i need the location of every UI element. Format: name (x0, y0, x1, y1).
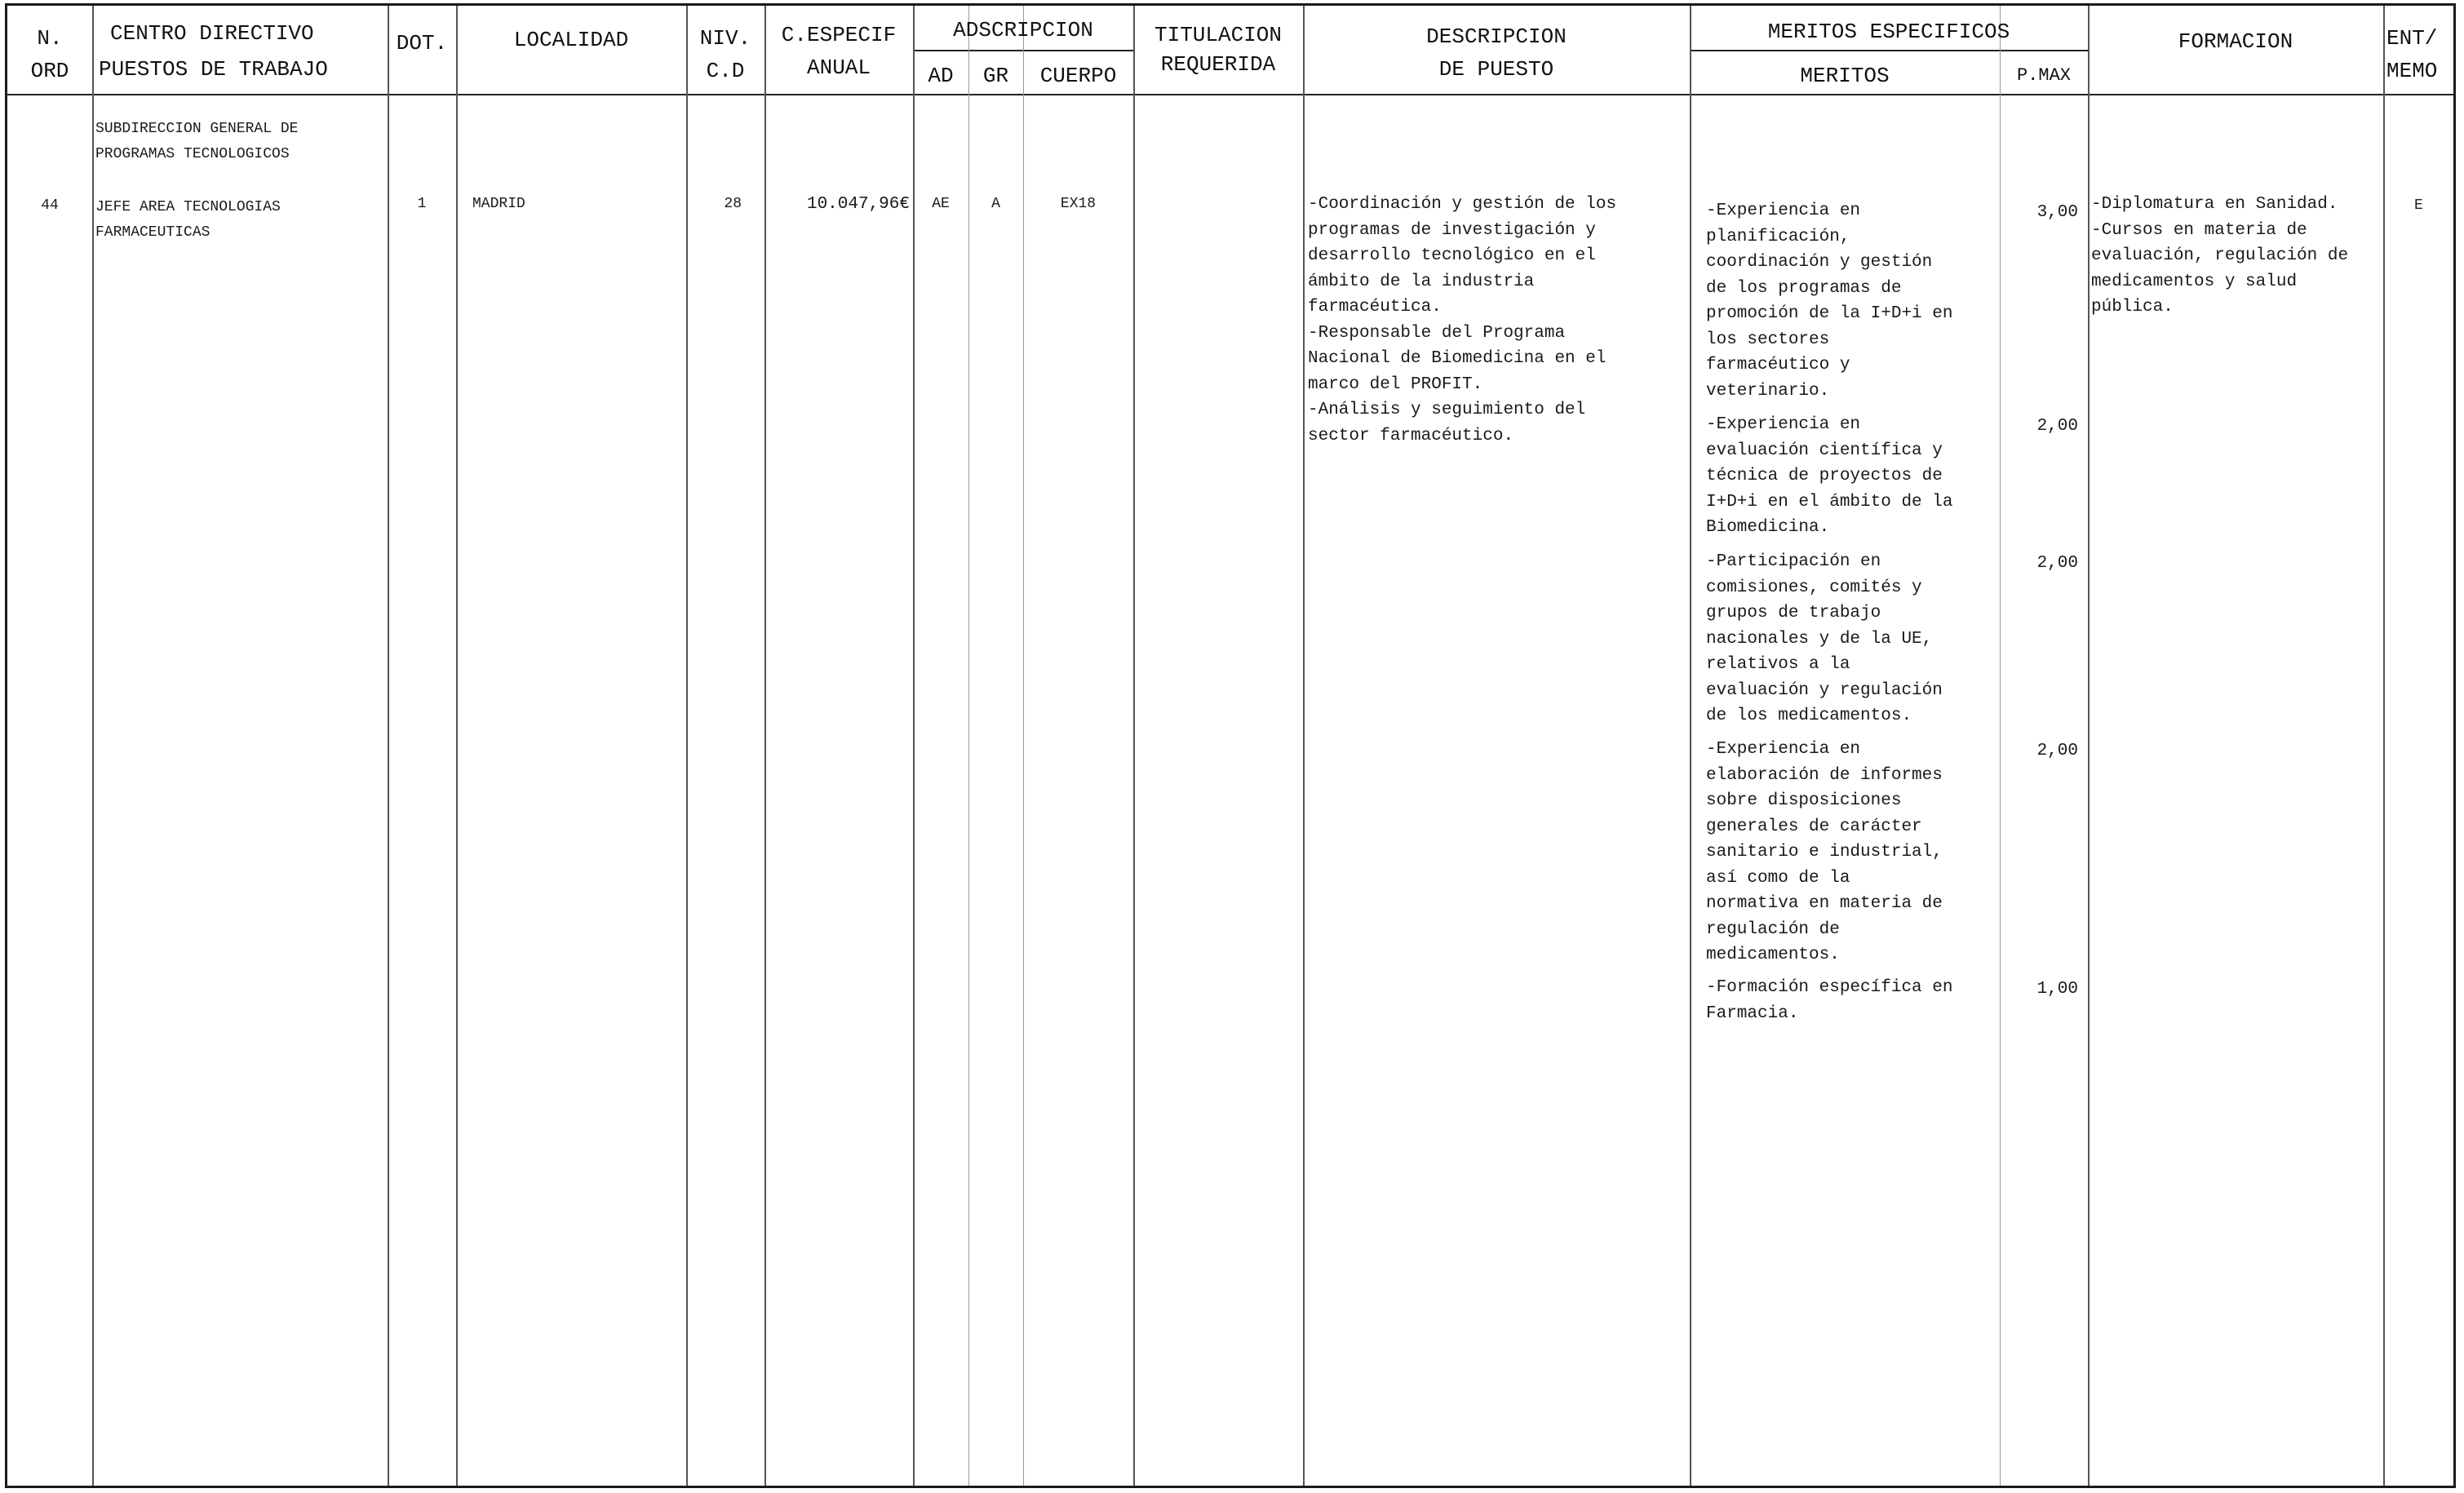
header-n-ord (7, 27, 92, 82)
header-ent-line2: MEMO (2386, 59, 2438, 83)
header-titulacion-line2: REQUERIDA (1160, 52, 1276, 77)
header-pmax: P.MAX (2016, 65, 2071, 86)
merito-2-pmax: 2,00 (2036, 417, 2078, 436)
merito-4-text: -Experiencia en elaboración de informes sobre disposiciones generales de carácter sanitario e industrial, así como de la normativa en materia de regulación de medicamentos. (1706, 740, 1943, 964)
header-centro-directivo (99, 22, 328, 81)
header-ent-memo (2386, 27, 2437, 82)
header-dot: DOT. (396, 31, 448, 55)
header-meritos-especificos: MERITOS ESPECIFICOS (1767, 20, 2010, 44)
header-cuerpo: CUERPO (1039, 64, 1117, 88)
ent-memo-value: E (2414, 197, 2423, 214)
col-sep-cuerpo (1023, 6, 1024, 1486)
merito-1-pmax: 3,00 (2036, 203, 2078, 222)
merito-3-pmax: 2,00 (2036, 554, 2078, 573)
header-bottom-line (7, 94, 2453, 95)
merito-5-pmax: 1,00 (2036, 980, 2078, 999)
header-ent-line1: ENT/ (2386, 26, 2438, 51)
col-sep-cesp (764, 6, 766, 1486)
col-sep-titulacion (1133, 6, 1135, 1486)
dotacion-value: 1 (417, 196, 427, 212)
centro-directivo-name: SUBDIRECCION GENERAL DE PROGRAMAS TECNOLOGICOS (95, 121, 299, 162)
col-sep-descripcion (1303, 6, 1305, 1486)
merito-4-pmax: 2,00 (2036, 742, 2078, 760)
header-descripcion-line1: DESCRIPCION (1426, 24, 1567, 49)
col-sep-adscripcion (913, 6, 915, 1486)
header-c-especif (764, 24, 913, 79)
header-adscripcion: ADSCRIPCION (953, 18, 1093, 42)
meritos-subheader-line (1690, 50, 2088, 51)
complemento-value: 10.047,96€ (806, 195, 910, 214)
header-descripcion (1303, 25, 1690, 81)
header-titulacion-line1: TITULACION (1154, 23, 1283, 47)
merito-1-text: -Experiencia en planificación, coordinación y gestión de los programas de promoción de la I+D+i en los sectores farmacéutico y veterinario. (1706, 202, 1953, 401)
merito-2-text: -Experiencia en evaluación científica y técnica de proyectos de I+D+i en el ámbito de la Biomedicina. (1706, 415, 1953, 537)
header-niv-line1: NIV. (699, 26, 751, 51)
header-centro-line2: PUESTOS DE TRABAJO (99, 57, 328, 82)
col-sep-centro (92, 6, 94, 1486)
col-sep-localidad (456, 6, 458, 1486)
header-localidad: LOCALIDAD (513, 28, 629, 52)
merito-3-text: -Participación en comisiones, comités y grupos de trabajo nacionales y de la UE, relativos a la evaluación y regulación de los medicamentos. (1706, 552, 1943, 725)
header-n-ord-line2: ORD (30, 59, 69, 83)
descripcion-text: -Coordinación y gestión de los programas de investigación y desarrollo tecnológico en el ámbito de la industria farmacéutica. -Responsable del Programa Nacional de Biomedicina en el marco del PROFIT. -Análisis y seguimiento del sector farmacéutico. (1308, 195, 1617, 445)
header-n-ord-line1: N. (37, 26, 63, 51)
header-ad: AD (928, 64, 954, 88)
header-formacion: FORMACION (2178, 29, 2293, 54)
merito-5-text: -Formación específica en Farmacia. (1706, 978, 1953, 1023)
puesto-name: JEFE AREA TECNOLOGIAS FARMACEUTICAS (95, 199, 281, 241)
col-sep-niv (686, 6, 688, 1486)
header-descripcion-line2: DE PUESTO (1438, 57, 1554, 82)
header-titulacion (1133, 24, 1303, 76)
col-sep-ent (2383, 6, 2385, 1486)
header-cesp-line2: ANUAL (806, 55, 871, 80)
header-meritos: MERITOS (1800, 64, 1890, 88)
header-niv-line2: C.D (706, 59, 745, 83)
col-sep-gr (968, 6, 969, 1486)
ad-value: AE (932, 196, 950, 212)
header-niv-cd (686, 27, 764, 82)
nivel-value: 28 (724, 196, 742, 212)
col-sep-dot (388, 6, 389, 1486)
col-sep-formacion (2088, 6, 2090, 1486)
gr-value: A (991, 196, 1000, 212)
cuerpo-value: EX18 (1060, 196, 1097, 212)
job-listing-table (5, 3, 2456, 1488)
localidad-value: MADRID (472, 196, 525, 212)
header-cesp-line1: C.ESPECIF (781, 23, 897, 47)
formacion-text: -Diplomatura en Sanidad. -Cursos en materia de evaluación, regulación de medicamentos y salud pública. (2091, 195, 2349, 317)
col-sep-meritos (1690, 6, 1691, 1486)
header-centro-line1: CENTRO DIRECTIVO (110, 21, 314, 46)
header-gr: GR (982, 64, 1009, 88)
n-ord-value: 44 (41, 197, 59, 214)
